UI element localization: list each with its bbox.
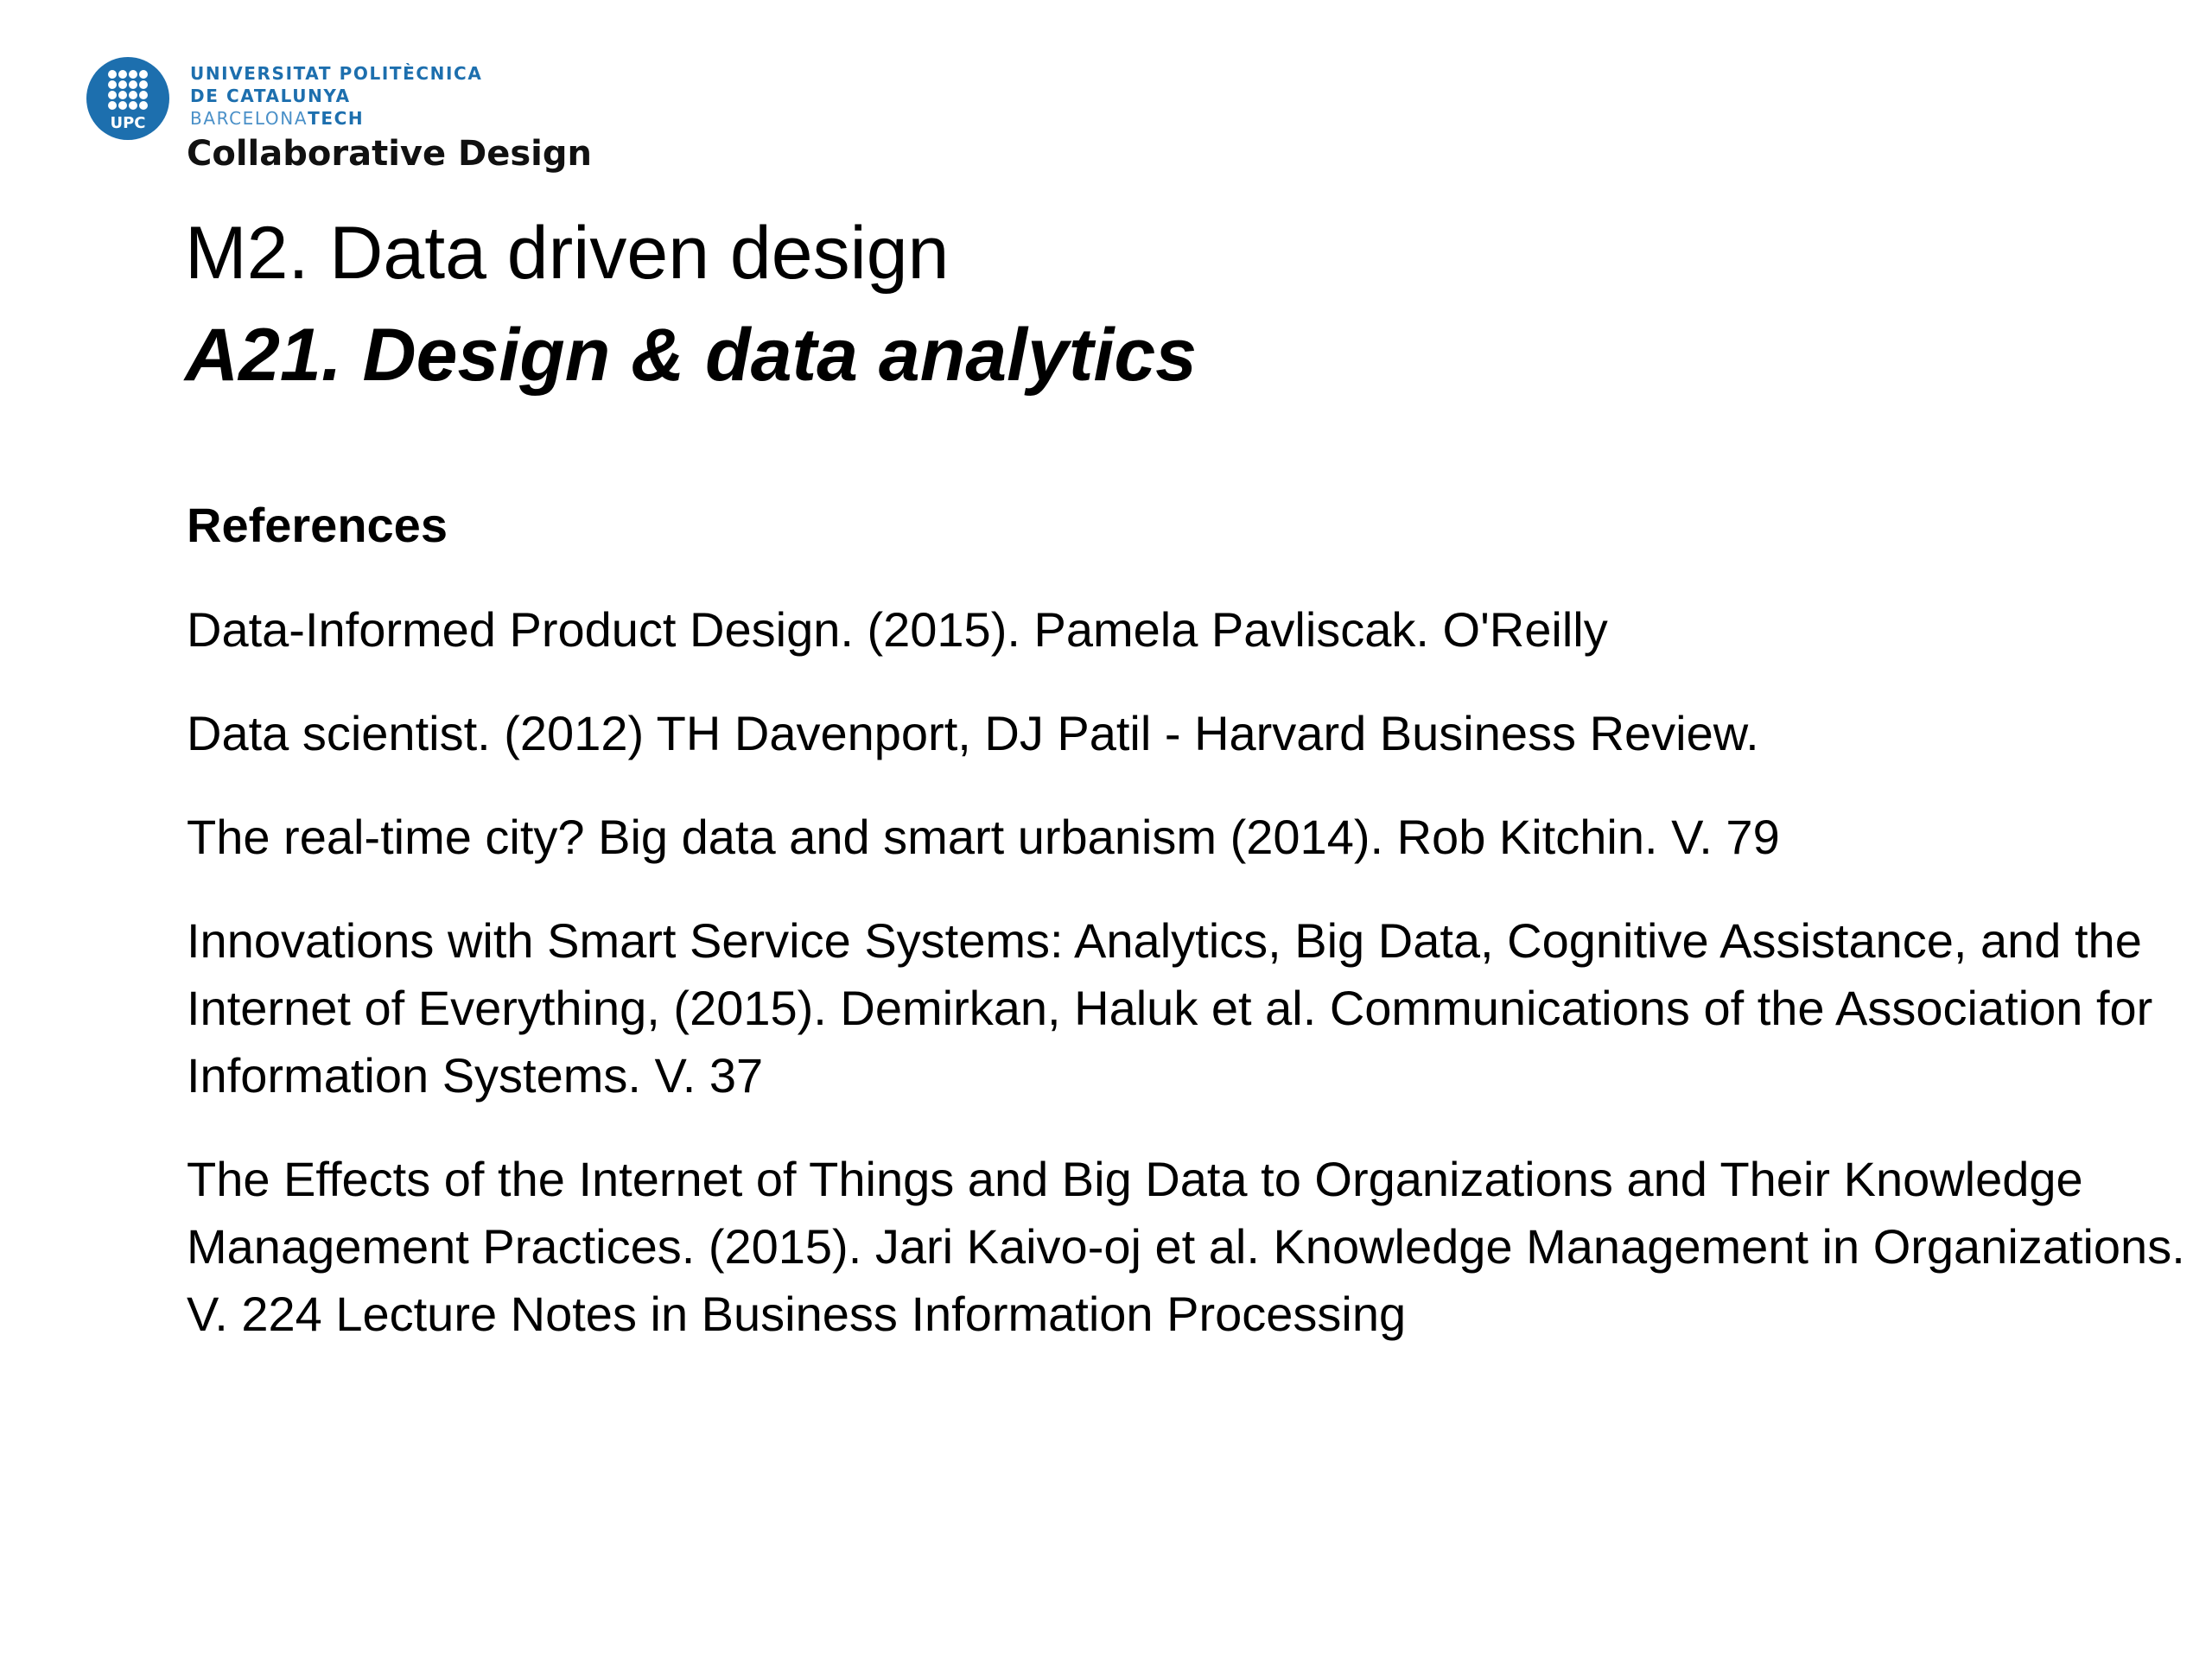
university-sub-bold: TECH	[308, 108, 365, 129]
emblem-label: UPC	[110, 114, 146, 132]
references-heading: References	[187, 498, 448, 552]
reference-item: The real-time city? Big data and smart urbanism (2014). Rob Kitchin. V. 79	[187, 810, 1780, 864]
upc-emblem-icon	[86, 57, 169, 140]
reference-item: Data scientist. (2012) TH Davenport, DJ Patil - Harvard Business Review.	[187, 706, 1759, 760]
activity-title: A21. Design & data analytics	[185, 314, 1197, 397]
university-sub-light: BARCELONA	[190, 108, 308, 129]
references-list	[187, 596, 2200, 1384]
university-name-line-2: DE CATALUNYA	[190, 86, 351, 106]
reference-item: Data-Informed Product Design. (2015). Pamela Pavliscak. O'Reilly	[187, 602, 1608, 657]
course-name: Collaborative Design	[187, 134, 593, 174]
university-name-line-1: UNIVERSITAT POLITÈCNICA	[190, 63, 483, 84]
reference-item: The Effects of the Internet of Things and Big Data to Organizations and Their Knowledge Management Practices. (2015). Jari Kaivo-oj et al. Knowledge Management in Organizations. V. 224 Lecture Notes in Business Information Processing	[187, 1152, 2185, 1341]
university-logo	[86, 57, 482, 140]
university-sub-line	[190, 107, 482, 130]
reference-item: Innovations with Smart Service Systems: Analytics, Big Data, Cognitive Assistance, and the Internet of Everything, (2015). Demirkan, Haluk et al. Communications of the Association for Information Systems. V. 37	[187, 913, 2153, 1103]
university-name	[190, 62, 482, 130]
module-title: M2. Data driven design	[185, 212, 950, 295]
